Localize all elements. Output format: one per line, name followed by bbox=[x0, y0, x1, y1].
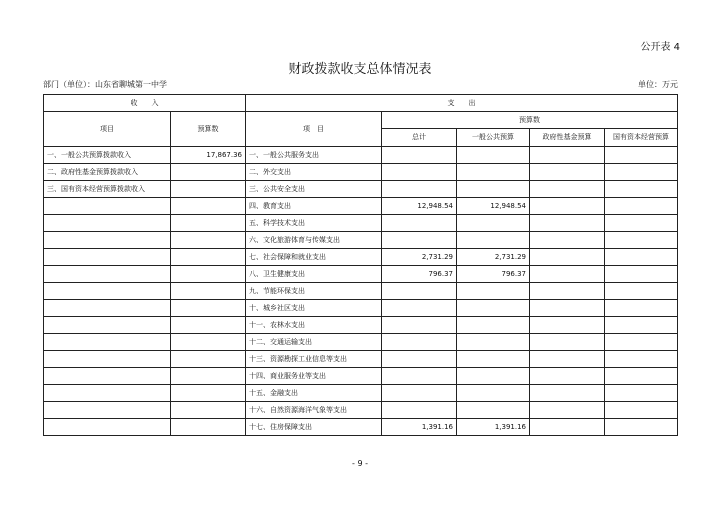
total-cell: 12,948.54 bbox=[382, 198, 457, 215]
income-item-cell bbox=[44, 215, 171, 232]
total-cell bbox=[382, 181, 457, 198]
general-budget-header: 一般公共预算 bbox=[457, 129, 530, 147]
page-number: - 9 - bbox=[352, 459, 368, 468]
expense-item-cell: 六、文化旅游体育与传媒支出 bbox=[246, 232, 382, 249]
income-amount-cell bbox=[171, 385, 246, 402]
budget-table bbox=[43, 94, 678, 436]
income-item-cell bbox=[44, 419, 171, 436]
income-item-cell bbox=[44, 232, 171, 249]
fund-budget-cell bbox=[530, 147, 605, 164]
general-budget-cell bbox=[457, 164, 530, 181]
fund-budget-header: 政府性基金预算 bbox=[530, 129, 605, 147]
total-cell bbox=[382, 232, 457, 249]
income-item-cell bbox=[44, 300, 171, 317]
income-item-cell: 二、政府性基金预算拨款收入 bbox=[44, 164, 171, 181]
general-budget-cell: 2,731.29 bbox=[457, 249, 530, 266]
budget-group-header: 预算数 bbox=[382, 112, 678, 129]
expense-item-cell: 十三、资源勘探工业信息等支出 bbox=[246, 351, 382, 368]
state-capital-cell bbox=[605, 300, 678, 317]
unit-label: 单位：万元 bbox=[638, 80, 678, 89]
total-cell: 796.37 bbox=[382, 266, 457, 283]
total-header: 总计 bbox=[382, 129, 457, 147]
total-cell bbox=[382, 317, 457, 334]
fund-budget-cell bbox=[530, 351, 605, 368]
general-budget-cell: 12,948.54 bbox=[457, 198, 530, 215]
expense-item-cell: 十六、自然资源海洋气象等支出 bbox=[246, 402, 382, 419]
income-item-cell: 一、一般公共预算拨款收入 bbox=[44, 147, 171, 164]
table-row bbox=[44, 181, 678, 198]
table-row bbox=[44, 215, 678, 232]
expense-item-cell: 十五、金融支出 bbox=[246, 385, 382, 402]
expense-item-cell: 五、科学技术支出 bbox=[246, 215, 382, 232]
table-row bbox=[44, 317, 678, 334]
state-capital-cell bbox=[605, 351, 678, 368]
income-item-cell bbox=[44, 266, 171, 283]
income-amount-cell bbox=[171, 419, 246, 436]
state-capital-cell bbox=[605, 266, 678, 283]
fund-budget-cell bbox=[530, 181, 605, 198]
table-row bbox=[44, 300, 678, 317]
income-amount-cell bbox=[171, 351, 246, 368]
fund-budget-cell bbox=[530, 283, 605, 300]
fund-budget-cell bbox=[530, 164, 605, 181]
general-budget-cell bbox=[457, 368, 530, 385]
fund-budget-cell bbox=[530, 215, 605, 232]
income-item-header: 项目 bbox=[44, 112, 171, 147]
table-row bbox=[44, 419, 678, 436]
fund-budget-cell bbox=[530, 198, 605, 215]
income-budget-header: 预算数 bbox=[171, 112, 246, 147]
table-row bbox=[44, 385, 678, 402]
total-cell bbox=[382, 351, 457, 368]
total-cell bbox=[382, 215, 457, 232]
total-cell bbox=[382, 368, 457, 385]
state-capital-header: 国有资本经营预算 bbox=[605, 129, 678, 147]
income-item-cell bbox=[44, 368, 171, 385]
fund-budget-cell bbox=[530, 419, 605, 436]
total-cell: 1,391.16 bbox=[382, 419, 457, 436]
fund-budget-cell bbox=[530, 334, 605, 351]
income-amount-cell: 17,867.36 bbox=[171, 147, 246, 164]
general-budget-cell bbox=[457, 283, 530, 300]
state-capital-cell bbox=[605, 215, 678, 232]
total-cell bbox=[382, 147, 457, 164]
income-amount-cell bbox=[171, 368, 246, 385]
income-item-cell: 三、国有资本经营预算拨款收入 bbox=[44, 181, 171, 198]
general-budget-cell bbox=[457, 351, 530, 368]
state-capital-cell bbox=[605, 334, 678, 351]
fund-budget-cell bbox=[530, 368, 605, 385]
expense-item-cell: 十二、交通运输支出 bbox=[246, 334, 382, 351]
total-cell: 2,731.29 bbox=[382, 249, 457, 266]
general-budget-cell bbox=[457, 334, 530, 351]
table-row bbox=[44, 249, 678, 266]
income-item-cell bbox=[44, 317, 171, 334]
general-budget-cell: 1,391.16 bbox=[457, 419, 530, 436]
income-item-cell bbox=[44, 402, 171, 419]
fund-budget-cell bbox=[530, 385, 605, 402]
general-budget-cell bbox=[457, 385, 530, 402]
expense-item-cell: 十一、农林水支出 bbox=[246, 317, 382, 334]
state-capital-cell bbox=[605, 385, 678, 402]
expense-item-cell: 一、一般公共服务支出 bbox=[246, 147, 382, 164]
expense-item-cell: 十、城乡社区支出 bbox=[246, 300, 382, 317]
income-amount-cell bbox=[171, 334, 246, 351]
expense-item-cell: 十七、住房保障支出 bbox=[246, 419, 382, 436]
expense-item-cell: 七、社会保障和就业支出 bbox=[246, 249, 382, 266]
general-budget-cell: 796.37 bbox=[457, 266, 530, 283]
general-budget-cell bbox=[457, 232, 530, 249]
expense-item-cell: 八、卫生健康支出 bbox=[246, 266, 382, 283]
income-amount-cell bbox=[171, 317, 246, 334]
expense-item-cell: 十四、商业服务业等支出 bbox=[246, 368, 382, 385]
total-cell bbox=[382, 283, 457, 300]
total-cell bbox=[382, 334, 457, 351]
table-row bbox=[44, 334, 678, 351]
total-cell bbox=[382, 385, 457, 402]
fund-budget-cell bbox=[530, 232, 605, 249]
general-budget-cell bbox=[457, 181, 530, 198]
state-capital-cell bbox=[605, 147, 678, 164]
income-amount-cell bbox=[171, 164, 246, 181]
table-row bbox=[44, 198, 678, 215]
state-capital-cell bbox=[605, 181, 678, 198]
table-row bbox=[44, 402, 678, 419]
total-cell bbox=[382, 402, 457, 419]
income-amount-cell bbox=[171, 402, 246, 419]
state-capital-cell bbox=[605, 164, 678, 181]
income-amount-cell bbox=[171, 232, 246, 249]
general-budget-cell bbox=[457, 215, 530, 232]
table-row bbox=[44, 351, 678, 368]
state-capital-cell bbox=[605, 232, 678, 249]
department-label: 部门（单位）：山东省聊城第一中学 bbox=[43, 80, 167, 89]
general-budget-cell bbox=[457, 300, 530, 317]
income-amount-cell bbox=[171, 198, 246, 215]
table-row bbox=[44, 164, 678, 181]
expense-item-cell: 四、教育支出 bbox=[246, 198, 382, 215]
income-item-cell bbox=[44, 351, 171, 368]
total-cell bbox=[382, 164, 457, 181]
income-header: 收 入 bbox=[44, 95, 246, 112]
income-item-cell bbox=[44, 385, 171, 402]
income-item-cell bbox=[44, 334, 171, 351]
total-cell bbox=[382, 300, 457, 317]
fund-budget-cell bbox=[530, 300, 605, 317]
state-capital-cell bbox=[605, 368, 678, 385]
table-row bbox=[44, 283, 678, 300]
state-capital-cell bbox=[605, 249, 678, 266]
income-amount-cell bbox=[171, 300, 246, 317]
state-capital-cell bbox=[605, 283, 678, 300]
general-budget-cell bbox=[457, 317, 530, 334]
state-capital-cell bbox=[605, 317, 678, 334]
income-item-cell bbox=[44, 249, 171, 266]
state-capital-cell bbox=[605, 198, 678, 215]
fund-budget-cell bbox=[530, 266, 605, 283]
income-amount-cell bbox=[171, 283, 246, 300]
general-budget-cell bbox=[457, 147, 530, 164]
general-budget-cell bbox=[457, 402, 530, 419]
expense-item-cell: 九、节能环保支出 bbox=[246, 283, 382, 300]
fund-budget-cell bbox=[530, 249, 605, 266]
table-row bbox=[44, 368, 678, 385]
fund-budget-cell bbox=[530, 317, 605, 334]
income-item-cell bbox=[44, 283, 171, 300]
income-amount-cell bbox=[171, 215, 246, 232]
income-amount-cell bbox=[171, 249, 246, 266]
fund-budget-cell bbox=[530, 402, 605, 419]
table-row bbox=[44, 266, 678, 283]
state-capital-cell bbox=[605, 419, 678, 436]
expense-item-cell: 三、公共安全支出 bbox=[246, 181, 382, 198]
expense-header: 支 出 bbox=[246, 95, 678, 112]
state-capital-cell bbox=[605, 402, 678, 419]
expense-item-header: 项 目 bbox=[246, 112, 382, 147]
expense-item-cell: 二、外交支出 bbox=[246, 164, 382, 181]
income-amount-cell bbox=[171, 181, 246, 198]
table-row bbox=[44, 232, 678, 249]
document-title: 财政拨款收支总体情况表 bbox=[288, 62, 432, 77]
income-item-cell bbox=[44, 198, 171, 215]
income-amount-cell bbox=[171, 266, 246, 283]
table-row bbox=[44, 147, 678, 164]
form-number: 公开表 4 bbox=[640, 42, 680, 53]
